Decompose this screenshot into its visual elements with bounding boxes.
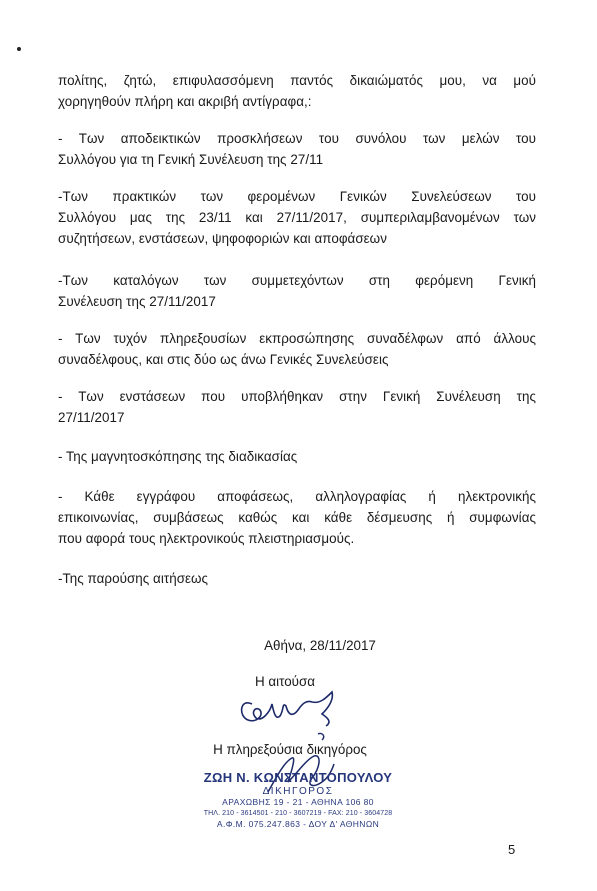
paragraph-line: Συνέλευση της 27/11/2017 [58,294,216,309]
paragraph-line: - Της μαγνητοσκόπησης της διαδικασίας [58,449,298,464]
paragraph [58,446,536,467]
paragraph-line: - Των ενστάσεων που υποβλήθηκαν στην Γενική Συνέλευση της [58,389,536,404]
paragraph-line: που αφορά τους ηλεκτρονικούς πλειστηριασμούς. [58,531,355,546]
paragraph-line: επικοινωνίας, συμβάσεως καθώς και κάθε δέσμευσης ή συμφωνίας [58,510,536,525]
paragraph-line: -Της παρούσης αιτήσεως [58,571,209,586]
lawyer-stamp [198,770,398,830]
paragraph [58,486,536,549]
paragraph [58,386,536,428]
paragraph-line: - Των τυχόν πληρεξουσίων εκπροσώπησης συναδέλφων από άλλους [58,331,536,346]
paragraph-line: - Των αποδεικτικών προσκλήσεων του συνόλου των μελών του [58,131,536,146]
paragraph-line: πολίτης, ζητώ, επιφυλασσόμενη παντός δικαιώματός μου, να μού [58,73,536,88]
paragraph [58,328,536,370]
paragraph-line: Συλλόγου μας της 23/11 και 27/11/2017, συμπεριλαμβανομένων των [58,210,536,225]
paragraph [58,70,536,112]
paragraph-line: συζητήσεων, ενστάσεων, ψηφοφοριών και αποφάσεων [58,231,387,246]
paragraph-line: - Κάθε εγγράφου αποφάσεως, αλληλογραφίας ή ηλεκτρονικής [58,489,536,504]
paragraph [58,270,536,312]
attorney-label: Η πληρεξούσια δικηγόρος [213,742,367,757]
scan-dot [17,47,21,51]
stamp-role: ΔΙΚΗΓΟΡΟΣ [262,786,334,797]
stamp-address: ΑΡΑΧΩΒΗΣ 19 - 21 - ΑΘΗΝΑ 106 80 [222,797,374,807]
paragraph [58,128,536,170]
applicant-signature [230,686,350,746]
paragraph-line: συναδέλφους, και στις δύο ως άνω Γενικές Συνελεύσεις [58,352,389,367]
place-date: Αθήνα, 28/11/2017 [264,638,376,653]
paragraph-line: Συλλόγου για τη Γενική Συνέλευση της 27/11 [58,152,324,167]
page-number: 5 [508,842,516,857]
stamp-phones: ΤΗΛ. 210 - 3614501 - 210 - 3607219 - FAX: 210 - 3604728 [203,810,393,817]
paragraph [58,568,536,589]
applicant-label: Η αιτούσα [255,674,315,689]
paragraph [58,186,536,249]
paragraph-line: -Των πρακτικών των φερομένων Γενικών Συνελεύσεων του [58,189,536,204]
paragraph-line: χορηγηθούν πλήρη και ακριβή αντίγραφα,: [58,94,312,109]
stamp-name: ΖΩΗ Ν. ΚΩΝΣΤΑΝΤΟΠΟΥΛΟΥ [203,770,393,785]
stamp-tax: Α.Φ.Μ. 075.247.863 - ΔΟΥ Δ' ΑΘΗΝΩΝ [216,819,380,829]
paragraph-line: -Των καταλόγων των συμμετεχόντων στη φερόμενη Γενική [58,273,536,288]
paragraph-line: 27/11/2017 [58,410,125,425]
